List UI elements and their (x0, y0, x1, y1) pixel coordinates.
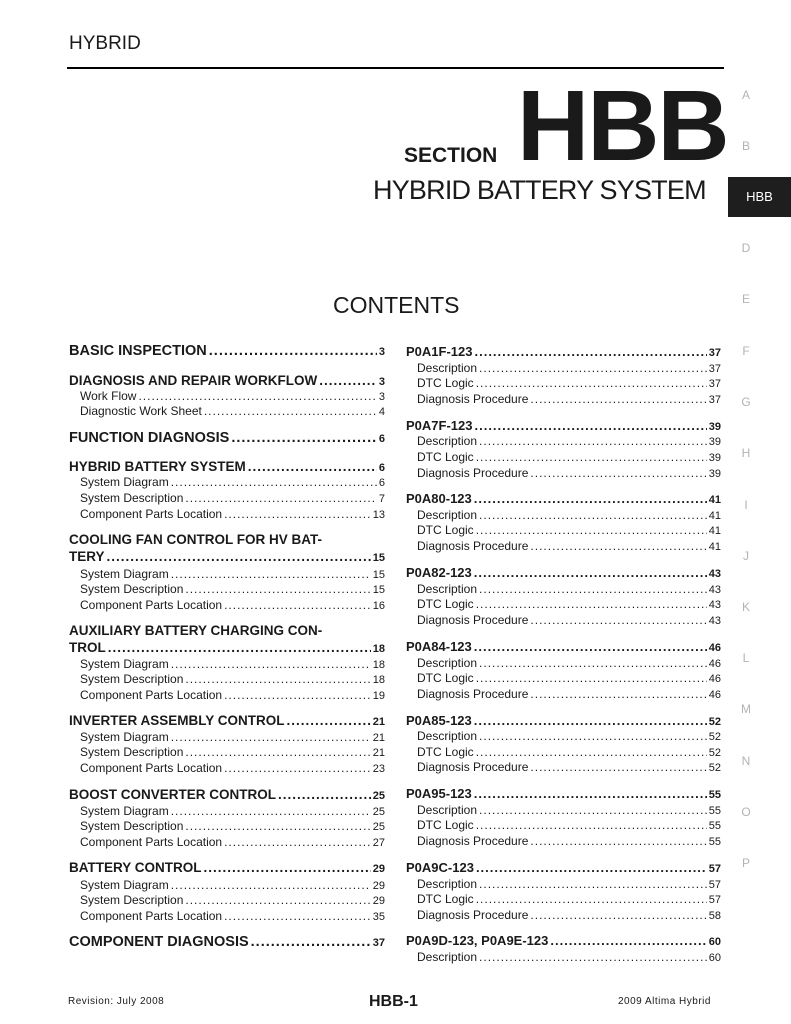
toc-entry-page: 43 (708, 584, 721, 596)
dot-leader (185, 893, 370, 907)
toc-entry-title: INVERTER ASSEMBLY CONTROL (69, 713, 285, 728)
toc-entry[interactable] (406, 687, 721, 701)
toc-entry-title: Component Parts Location (80, 909, 223, 923)
dot-leader (138, 389, 376, 403)
toc-entry-page: 23 (372, 763, 385, 775)
toc-entry-title: DTC Logic (417, 597, 474, 611)
dot-leader (479, 877, 707, 891)
section-code: HBB (517, 70, 728, 182)
dot-leader (479, 361, 707, 375)
dot-leader (185, 819, 370, 833)
toc-heading[interactable] (69, 549, 385, 564)
dot-leader (108, 640, 371, 655)
dot-leader (479, 508, 707, 522)
toc-entry-page: 18 (372, 659, 385, 671)
toc-heading[interactable] (69, 343, 385, 359)
toc-entry-page: 57 (708, 879, 721, 891)
toc-entry-title: System Description (80, 893, 184, 907)
footer-page-number: HBB-1 (369, 993, 418, 1010)
toc-entry[interactable] (69, 893, 385, 907)
toc-entry[interactable] (69, 475, 385, 489)
toc-entry-page: 29 (372, 880, 385, 892)
dot-leader (476, 376, 707, 390)
toc-entry-title: Diagnosis Procedure (417, 760, 529, 774)
toc-entry-title: TROL (69, 640, 106, 655)
toc-entry-page: 15 (372, 569, 385, 581)
dot-leader (474, 491, 707, 506)
toc-entry-title: Diagnosis Procedure (417, 539, 529, 553)
toc-entry[interactable] (69, 389, 385, 403)
toc-entry-title: P0A95-123 (406, 786, 472, 801)
toc-entry-title: Component Parts Location (80, 835, 223, 849)
dot-leader (476, 597, 707, 611)
contents-heading: CONTENTS (333, 292, 460, 318)
toc-entry-page: 39 (708, 468, 721, 480)
toc-entry-page: 52 (708, 747, 721, 759)
side-tab-f[interactable]: F (742, 344, 750, 358)
toc-entry[interactable] (69, 598, 385, 612)
dot-leader (474, 418, 706, 433)
toc-entry-page: 15 (372, 584, 385, 596)
dot-leader (530, 908, 706, 922)
toc-entry-title: System Description (80, 819, 184, 833)
side-tab-h[interactable]: H (741, 446, 751, 460)
side-tab-n[interactable]: N (741, 754, 751, 768)
toc-entry[interactable] (406, 908, 721, 922)
toc-entry-page: 37 (708, 394, 721, 406)
toc-entry-page: 4 (378, 406, 385, 418)
toc-entry-page: 60 (708, 936, 721, 948)
dot-leader (479, 434, 707, 448)
toc-entry[interactable] (406, 508, 721, 522)
dot-leader (107, 549, 371, 564)
toc-entry-page: 15 (372, 552, 385, 564)
toc-entry-page: 41 (708, 525, 721, 537)
toc-entry[interactable] (69, 819, 385, 833)
side-tab-k[interactable]: K (741, 600, 750, 614)
side-tab-d[interactable]: D (741, 241, 751, 255)
toc-entry-title: Diagnosis Procedure (417, 834, 529, 848)
dot-leader (479, 729, 707, 743)
toc-entry-page: 41 (708, 494, 721, 506)
toc-entry-title: Diagnosis Procedure (417, 613, 529, 627)
toc-entry-page: 60 (708, 952, 721, 964)
toc-entry[interactable] (406, 466, 721, 480)
side-tab-m[interactable]: M (741, 702, 751, 716)
toc-heading[interactable] (406, 786, 721, 801)
toc-heading[interactable] (69, 787, 385, 802)
toc-entry-page: 21 (372, 716, 385, 728)
dot-leader (479, 950, 707, 964)
toc-entry[interactable] (406, 745, 721, 759)
dot-leader (248, 459, 377, 474)
toc-entry[interactable] (406, 950, 721, 964)
toc-entry-page: 7 (378, 493, 385, 505)
dot-leader (476, 860, 707, 875)
dot-leader (171, 730, 371, 744)
toc-entry-title: Description (417, 877, 478, 891)
dot-leader (476, 671, 707, 685)
toc-entry-title: P0A80-123 (406, 491, 472, 506)
dot-leader (171, 657, 371, 671)
toc-heading[interactable] (406, 713, 721, 728)
side-tab-e[interactable]: E (741, 292, 750, 306)
toc-entry-title: P0A84-123 (406, 639, 472, 654)
side-tab-j[interactable]: J (743, 549, 749, 563)
toc-entry-page: 46 (708, 642, 721, 654)
dot-leader (530, 539, 706, 553)
toc-entry-title: P0A82-123 (406, 565, 472, 580)
toc-entry-page: 6 (378, 477, 385, 489)
dot-leader (224, 835, 371, 849)
toc-entry-title: DIAGNOSIS AND REPAIR WORKFLOW (69, 373, 318, 388)
toc-entry[interactable] (69, 804, 385, 818)
toc-entry-title: DTC Logic (417, 671, 474, 685)
dot-leader (530, 466, 706, 480)
toc-entry-title: P0A9C-123 (406, 860, 474, 875)
dot-leader (530, 392, 706, 406)
toc-entry-title: COMPONENT DIAGNOSIS (69, 934, 249, 950)
dot-leader (185, 491, 377, 505)
toc-entry-page: 43 (708, 568, 721, 580)
toc-entry[interactable] (406, 582, 721, 596)
toc-entry[interactable] (69, 507, 385, 521)
header-rule (67, 67, 724, 69)
toc-entry-page: 55 (708, 805, 721, 817)
dot-leader (209, 343, 377, 359)
toc-entry-page: 6 (378, 462, 385, 474)
dot-leader (251, 934, 371, 950)
toc-entry-page: 52 (708, 762, 721, 774)
dot-leader (171, 878, 371, 892)
toc-entry[interactable] (406, 729, 721, 743)
dot-leader (530, 687, 706, 701)
toc-entry[interactable] (406, 803, 721, 817)
toc-entry[interactable] (406, 671, 721, 685)
toc-entry-title: System Diagram (80, 475, 169, 489)
toc-entry-page: 37 (372, 937, 385, 949)
toc-entry-page: 39 (708, 452, 721, 464)
toc-entry-page: 43 (708, 615, 721, 627)
toc-heading[interactable] (69, 430, 385, 446)
toc-entry[interactable] (406, 597, 721, 611)
toc-entry-title: DTC Logic (417, 376, 474, 390)
toc-entry-page: 18 (372, 643, 385, 655)
toc-entry-page: 46 (708, 673, 721, 685)
toc-entry[interactable] (69, 404, 385, 418)
toc-entry-page: 21 (372, 747, 385, 759)
toc-entry-title: Component Parts Location (80, 688, 223, 702)
toc-entry-title: DTC Logic (417, 745, 474, 759)
toc-entry-title: System Description (80, 582, 184, 596)
toc-heading[interactable] (69, 459, 385, 474)
toc-entry-title: Diagnosis Procedure (417, 466, 529, 480)
footer-model: 2009 Altima Hybrid (618, 996, 711, 1007)
toc-entry-page: 41 (708, 541, 721, 553)
toc-entry-title: Diagnosis Procedure (417, 908, 529, 922)
toc-entry-page: 25 (372, 821, 385, 833)
dot-leader (319, 373, 377, 388)
toc-entry-title: Description (417, 950, 478, 964)
toc-entry-page: 46 (708, 689, 721, 701)
toc-entry-page: 58 (708, 910, 721, 922)
toc-entry-page: 16 (372, 600, 385, 612)
toc-entry[interactable] (406, 361, 721, 375)
toc-entry-page: 55 (708, 836, 721, 848)
toc-entry-page: 21 (372, 732, 385, 744)
dot-leader (550, 933, 706, 948)
toc-heading[interactable] (406, 933, 721, 948)
dot-leader (185, 745, 370, 759)
side-tab-o[interactable]: O (741, 805, 751, 819)
dot-leader (474, 565, 707, 580)
dot-leader (171, 804, 371, 818)
dot-leader (171, 567, 371, 581)
toc-entry-title: System Description (80, 491, 184, 505)
toc-entry-page: 3 (378, 376, 385, 388)
toc-entry-page: 55 (708, 789, 721, 801)
dot-leader (224, 761, 371, 775)
toc-entry-title: System Description (80, 672, 184, 686)
toc-entry-title: System Description (80, 745, 184, 759)
dot-leader (204, 860, 371, 875)
toc-entry-page: 57 (708, 863, 721, 875)
toc-heading[interactable] (69, 373, 385, 388)
toc-entry-title: FUNCTION DIAGNOSIS (69, 430, 230, 446)
toc-entry-title: Description (417, 656, 478, 670)
dot-leader (476, 818, 707, 832)
toc-entry-title: System Diagram (80, 730, 169, 744)
toc-entry-title: System Diagram (80, 804, 169, 818)
dot-leader (224, 598, 371, 612)
toc-entry-title: Description (417, 729, 478, 743)
dot-leader (476, 523, 707, 537)
toc-entry[interactable] (406, 392, 721, 406)
dot-leader (185, 672, 370, 686)
toc-entry-title: Component Parts Location (80, 761, 223, 775)
toc-heading-line: COOLING FAN CONTROL FOR HV BAT- (69, 532, 322, 547)
toc-entry-title: TERY (69, 549, 105, 564)
toc-entry-title: Diagnostic Work Sheet (80, 404, 202, 418)
toc-entry-page: 37 (708, 378, 721, 390)
toc-heading[interactable] (406, 344, 721, 359)
toc-entry[interactable] (69, 730, 385, 744)
dot-leader (476, 745, 707, 759)
toc-entry-title: BATTERY CONTROL (69, 860, 202, 875)
toc-entry[interactable] (69, 761, 385, 775)
toc-entry-page: 39 (708, 421, 721, 433)
toc-entry-page: 35 (372, 911, 385, 923)
side-tab-g[interactable]: G (741, 395, 751, 409)
toc-entry-title: Description (417, 582, 478, 596)
toc-entry-page: 25 (372, 806, 385, 818)
toc-entry[interactable] (406, 450, 721, 464)
toc-entry-title: System Diagram (80, 567, 169, 581)
toc-entry-title: DTC Logic (417, 818, 474, 832)
toc-entry[interactable] (69, 672, 385, 686)
toc-entry-page: 37 (708, 347, 721, 359)
toc-entry-page: 37 (708, 363, 721, 375)
toc-entry-page: 29 (372, 895, 385, 907)
toc-heading[interactable] (406, 639, 721, 654)
toc-heading-line: AUXILIARY BATTERY CHARGING CON- (69, 623, 323, 638)
toc-entry[interactable] (406, 434, 721, 448)
toc-entry-page: 13 (372, 509, 385, 521)
toc-entry-title: Description (417, 434, 478, 448)
section-label: SECTION (404, 144, 498, 167)
side-tab-a[interactable]: A (741, 88, 750, 102)
toc-entry[interactable] (69, 582, 385, 596)
toc-entry[interactable] (406, 376, 721, 390)
toc-entry-title: Description (417, 508, 478, 522)
dot-leader (530, 613, 706, 627)
side-tab-b[interactable]: B (741, 139, 750, 153)
toc-heading[interactable] (69, 713, 385, 728)
toc-heading[interactable] (69, 860, 385, 875)
toc-entry[interactable] (406, 523, 721, 537)
toc-heading[interactable] (69, 934, 385, 950)
dot-leader (231, 430, 377, 446)
dot-leader (474, 786, 707, 801)
side-tab-i[interactable]: I (744, 498, 748, 512)
toc-entry-page: 43 (708, 599, 721, 611)
toc-entry[interactable] (69, 688, 385, 702)
toc-entry[interactable] (406, 760, 721, 774)
dot-leader (224, 909, 371, 923)
toc-entry-title: DTC Logic (417, 523, 474, 537)
toc-entry-title: DTC Logic (417, 450, 474, 464)
toc-entry-page: 3 (378, 346, 385, 358)
dot-leader (474, 639, 707, 654)
toc-entry-page: 41 (708, 510, 721, 522)
toc-entry-title: BASIC INSPECTION (69, 343, 207, 359)
toc-entry-page: 27 (372, 837, 385, 849)
dot-leader (479, 803, 707, 817)
toc-entry-title: System Diagram (80, 878, 169, 892)
dot-leader (204, 404, 377, 418)
dot-leader (476, 450, 707, 464)
dot-leader (224, 507, 371, 521)
toc-heading[interactable] (69, 640, 385, 655)
toc-entry-page: 18 (372, 674, 385, 686)
toc-entry-page: 19 (372, 690, 385, 702)
toc-entry-title: Component Parts Location (80, 507, 223, 521)
side-tab-hbb[interactable]: HBB (728, 177, 791, 217)
header-title: HYBRID (69, 33, 141, 54)
toc-heading[interactable] (406, 565, 721, 580)
toc-heading[interactable] (406, 418, 721, 433)
toc-entry-title: P0A9D-123, P0A9E-123 (406, 933, 549, 948)
dot-leader (287, 713, 371, 728)
toc-heading[interactable] (406, 860, 721, 875)
dot-leader (479, 656, 707, 670)
toc-entry-title: BOOST CONVERTER CONTROL (69, 787, 277, 802)
side-tab-l[interactable]: L (742, 651, 750, 665)
toc-entry[interactable] (406, 834, 721, 848)
toc-entry-title: P0A7F-123 (406, 418, 473, 433)
toc-entry-title: Description (417, 803, 478, 817)
toc-entry[interactable] (69, 567, 385, 581)
dot-leader (278, 787, 371, 802)
toc-entry-title: HYBRID BATTERY SYSTEM (69, 459, 246, 474)
dot-leader (171, 475, 377, 489)
toc-entry-title: Diagnosis Procedure (417, 392, 529, 406)
toc-entry-title: Description (417, 361, 478, 375)
dot-leader (476, 892, 707, 906)
footer-revision: Revision: July 2008 (68, 996, 165, 1007)
dot-leader (224, 688, 371, 702)
toc-entry[interactable] (406, 539, 721, 553)
dot-leader (479, 582, 707, 596)
toc-entry[interactable] (69, 878, 385, 892)
dot-leader (530, 834, 706, 848)
toc-entry-title: Work Flow (80, 389, 137, 403)
toc-entry[interactable] (406, 818, 721, 832)
toc-entry[interactable] (406, 656, 721, 670)
toc-entry-title: Component Parts Location (80, 598, 223, 612)
toc-entry-page: 25 (372, 790, 385, 802)
toc-entry[interactable] (69, 909, 385, 923)
toc-heading[interactable] (406, 491, 721, 506)
toc-entry-title: Diagnosis Procedure (417, 687, 529, 701)
toc-entry-page: 6 (378, 433, 385, 445)
toc-entry-page: 29 (372, 863, 385, 875)
toc-entry-page: 52 (708, 731, 721, 743)
toc-entry-page: 39 (708, 436, 721, 448)
toc-entry-page: 52 (708, 716, 721, 728)
dot-leader (185, 582, 370, 596)
toc-entry[interactable] (69, 657, 385, 671)
toc-entry[interactable] (406, 877, 721, 891)
toc-entry[interactable] (406, 892, 721, 906)
toc-entry-page: 3 (378, 391, 385, 403)
toc-entry-page: 46 (708, 658, 721, 670)
toc-entry-page: 55 (708, 820, 721, 832)
dot-leader (474, 344, 706, 359)
toc-entry[interactable] (69, 491, 385, 505)
section-title: HYBRID BATTERY SYSTEM (373, 175, 706, 205)
toc-entry-page: 57 (708, 894, 721, 906)
toc-entry[interactable] (406, 613, 721, 627)
toc-entry-title: DTC Logic (417, 892, 474, 906)
dot-leader (530, 760, 706, 774)
toc-entry[interactable] (69, 745, 385, 759)
dot-leader (474, 713, 707, 728)
toc-entry-title: P0A1F-123 (406, 344, 473, 359)
toc-entry[interactable] (69, 835, 385, 849)
toc-entry-title: System Diagram (80, 657, 169, 671)
toc-entry-title: P0A85-123 (406, 713, 472, 728)
side-tab-p[interactable]: P (741, 856, 750, 870)
